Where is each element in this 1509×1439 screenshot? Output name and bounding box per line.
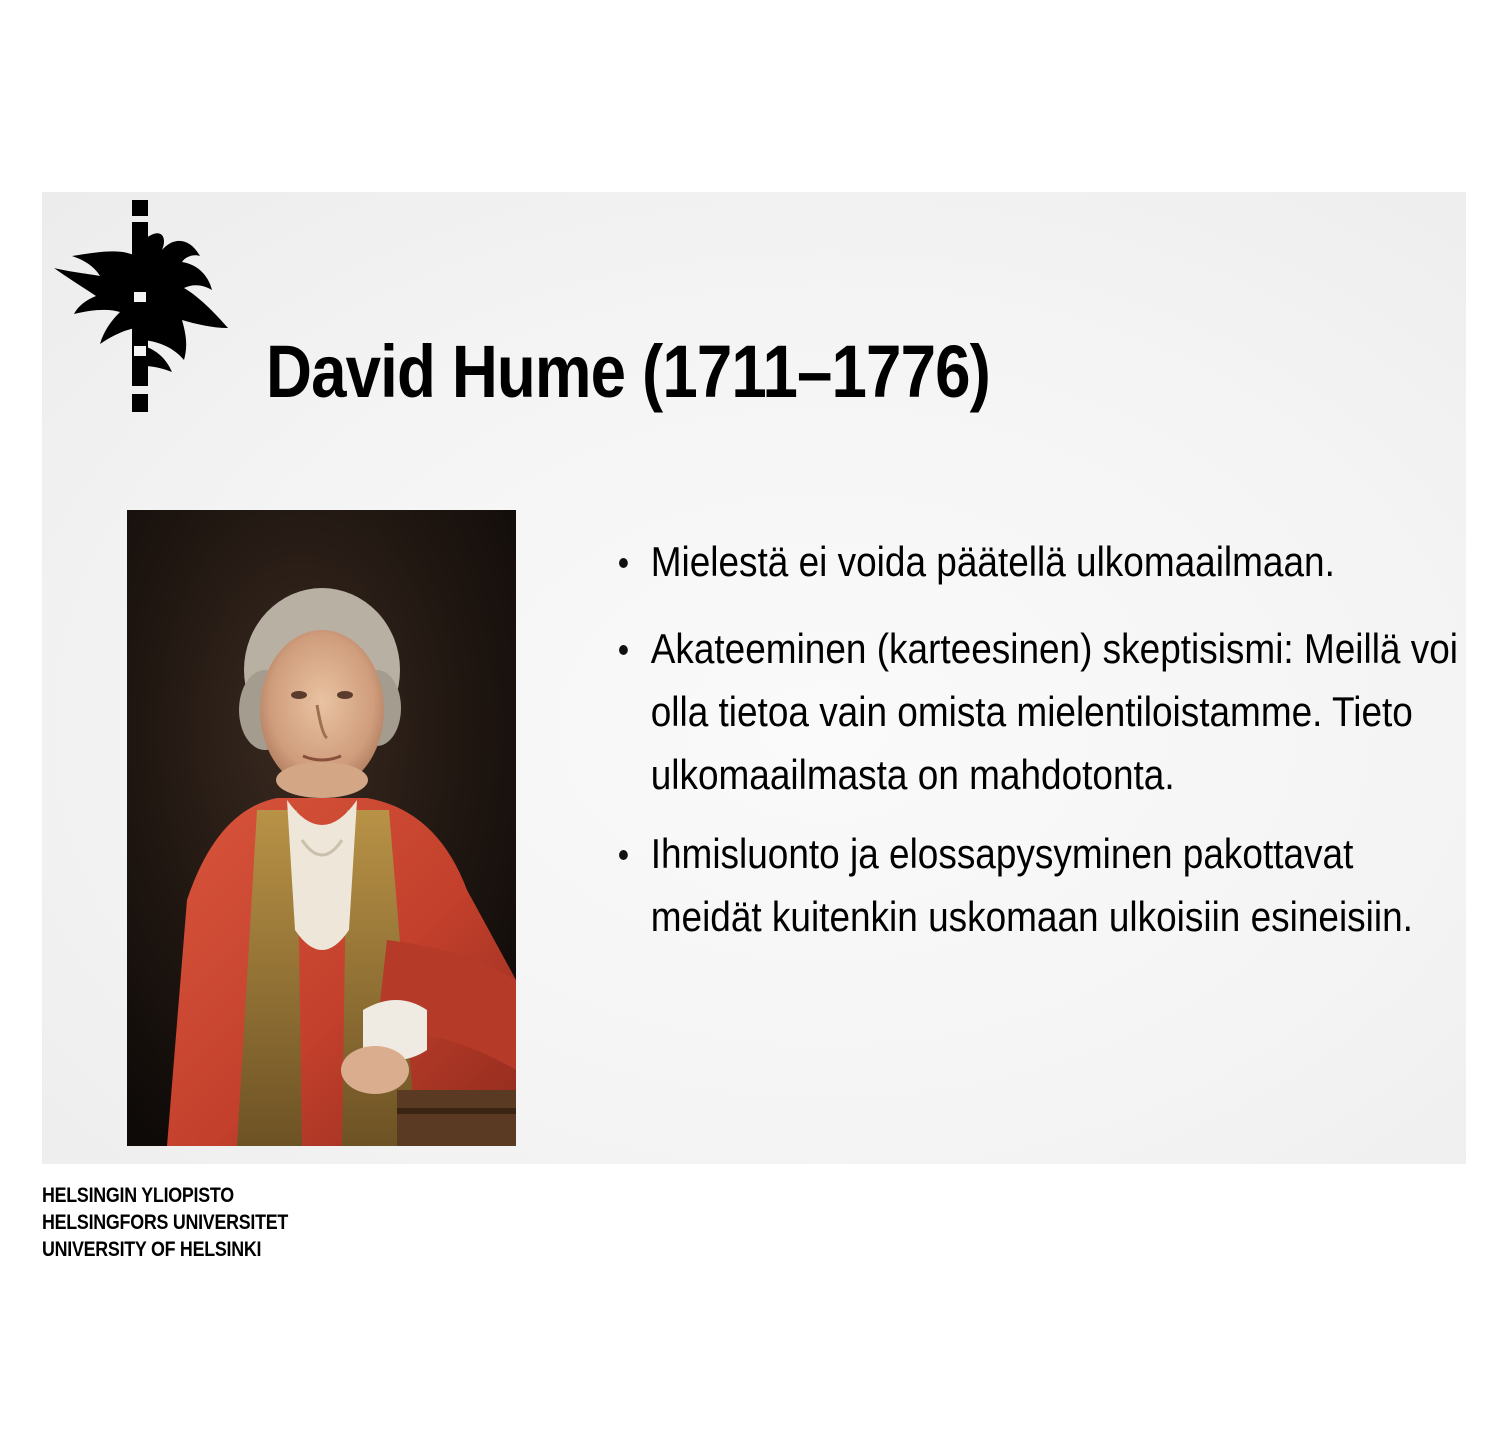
bullet-list: [612, 530, 1458, 970]
university-name-english: UNIVERSITY OF HELSINKI: [42, 1238, 262, 1261]
university-name: [42, 1182, 288, 1263]
university-name-finnish: HELSINGIN YLIOPISTO: [42, 1184, 234, 1207]
bullet-item: [612, 822, 1460, 948]
portrait-image: [127, 510, 516, 1146]
bullet-dot-icon: [619, 645, 628, 655]
university-name-swedish: HELSINGFORS UNIVERSITET: [42, 1211, 289, 1234]
bullet-item: [612, 617, 1487, 806]
flame-torch-icon: [50, 196, 230, 416]
bullet-text: Ihmisluonto ja elossapysyminen pakottavat meidät kuitenkin uskomaan ulkoisiin esineisiin.: [650, 830, 1413, 940]
slide-title: David Hume (1711–1776): [266, 330, 990, 413]
bullet-text: Mielestä ei voida päätellä ulkomaailmaan.: [650, 538, 1335, 585]
bullet-item: [612, 530, 1351, 593]
bullet-dot-icon: [619, 850, 628, 860]
bullet-text: Akateeminen (karteesinen) skeptisismi: Meillä voi olla tietoa vain omista mielentiloistamme. Tieto ulkomaailmasta on mahdotonta.: [650, 625, 1458, 798]
bullet-dot-icon: [619, 558, 628, 568]
